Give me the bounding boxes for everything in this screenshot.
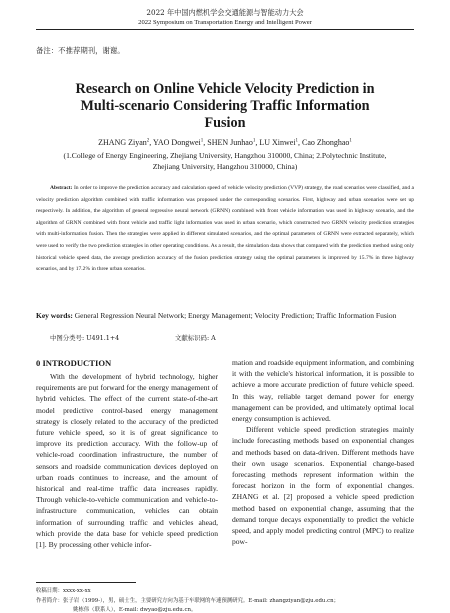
header-divider (36, 29, 414, 30)
paper-title: Research on Online Vehicle Velocity Prediction in Multi-scenario Considering Traffic Information Fusion (75, 81, 375, 131)
classification-number: 中图分类号: U491.1+4 (50, 334, 120, 342)
author-affiliation-mark: 1 (295, 138, 299, 144)
author-introduction: 作者简介：张子岩（1999-），男，硕士生，主要研究方向为基于车联网的车速预测研究。E-mail: zhangziyan@zju.edu.cn； (36, 598, 339, 604)
author-name: Cao Zhonghao (302, 138, 350, 147)
body-paragraph: mation and roadside equipment information, and combining it with the vehicle's historical information, it is possible to achieve a more accurate prediction of future vehicle speed. In this way, reliable target demand power for energy management can be provided, and ultimately optimal local energy consumption is achieved. (232, 358, 414, 424)
footnote-divider (36, 582, 136, 583)
author-affiliation-mark: 1 (200, 138, 204, 144)
section-heading: 0 INTRODUCTION (36, 358, 112, 368)
author-name: ZHANG Ziyan (98, 138, 147, 147)
keywords-label: Key words: (36, 311, 73, 320)
author-name: LU Xinwei (259, 138, 296, 147)
classification-row (50, 333, 216, 342)
author-list: ZHANG Ziyan$^2$, YAO Dongwei$^1$, SHEN Junhao$^1$, LU Xinwei$^1$, Cao Zhonghao$^1$ (98, 138, 352, 147)
abstract (36, 183, 414, 276)
affiliations: (1.College of Energy Engineering, Zhejiang University, Hangzhou 310000, China; 2.Polytechnic Institute, Zhejiang University, Hangzhou 310000, China) (63, 151, 387, 171)
body-column-right (232, 357, 414, 547)
body-paragraph: Different vehicle speed prediction strategies mainly include forecasting methods based on exponential changes and methods based on data-driven. Different methods have their own usage scenarios. Exponential change-based forecasting methods represent information within the forecast horizon in the form of exponential changes. ZHANG et al. [2] proposed a vehicle speed prediction method based on exponential change, assuming that the demand torque decays exponentially to predict the vehicle speed, and apply model predicting control (MPC) to realize pow- (232, 425, 414, 547)
author-affiliation-mark: 2 (146, 138, 150, 144)
keywords (36, 311, 414, 322)
body-paragraph: With the development of hybrid technology, higher requirements are put forward for the energy management of hybrid vehicles. The effect of the current state-of-the-art model predictive control-based energy management strategy is closely related to the accuracy of the predicted future vehicle speed, so it is of great significance to improve its prediction accuracy. With the follow-up of vehicle-road coordination infrastructure, the number of sensors and roadside communication devices deployed on urban roads continues to increase, and the amount of historical and real-time traffic data increases rapidly. Through vehicle-to-vehicle communication and vehicle-to-infrastructure communication, vehicles can obtain information of surrounding traffic and vehicles ahead, which provide the data base for vehicle speed prediction [1]. By processing other vehicle infor- (36, 372, 218, 550)
author-name: SHEN Junhao (207, 138, 253, 147)
document-code: 文献标识码: A (175, 334, 216, 342)
received-date: 收稿日期：xxxx-xx-xx (36, 588, 91, 594)
editorial-note: 备注：不推荐期刊，谢谢。 (36, 46, 125, 55)
conference-title-chinese: 2022 年中国内燃机学会交通能源与智能动力大会 (146, 8, 304, 17)
author-affiliation-mark: 1 (349, 138, 352, 144)
corresponding-author: 姚栋伟（联系人），E-mail: dwyao@zju.edu.cn。 (73, 607, 197, 613)
body-column-left (36, 357, 218, 550)
author-affiliation-mark: 1 (252, 138, 256, 144)
abstract-label: Abstract: (50, 185, 73, 191)
conference-title-english: 2022 Symposium on Transportation Energy and Intelligent Power (138, 19, 312, 26)
author-name: YAO Dongwei (152, 138, 201, 147)
keywords-text: General Regression Neural Network; Energy Management; Velocity Prediction; Traffic Information Fusion (74, 311, 397, 320)
abstract-text: In order to improve the prediction accuracy and calculation speed of vehicle velocity prediction (VVP) strategy, the road scenarios were classified, and a velocity prediction algorithm combined with traffic information was proposed under the corresponding scenarios. First, highway and urban scenarios were set up respectively. In addition, the algorithm of general regressive neural network (GRNN) combined with front vehicle information was used in highway scenario, and the algorithm of GRNN combined with front vehicle and traffic light information was used in urban scenario, which constructed two GRNN velocity prediction strategies with multi-information fusion. Then the strategies were applied in different simulated scenarios, and the optimal parameters of GRNN were extracted separately, which were used to verify the two prediction strategies in other operating conditions. As a result, the simulation data shows that compared with the prediction method using only historical vehicle speed data, the average prediction accuracy of the fusion prediction strategy using the optimal parameters is improved by 15.7% in three highway scenarios, and by 17.2% in three urban scenarios. (36, 185, 414, 273)
